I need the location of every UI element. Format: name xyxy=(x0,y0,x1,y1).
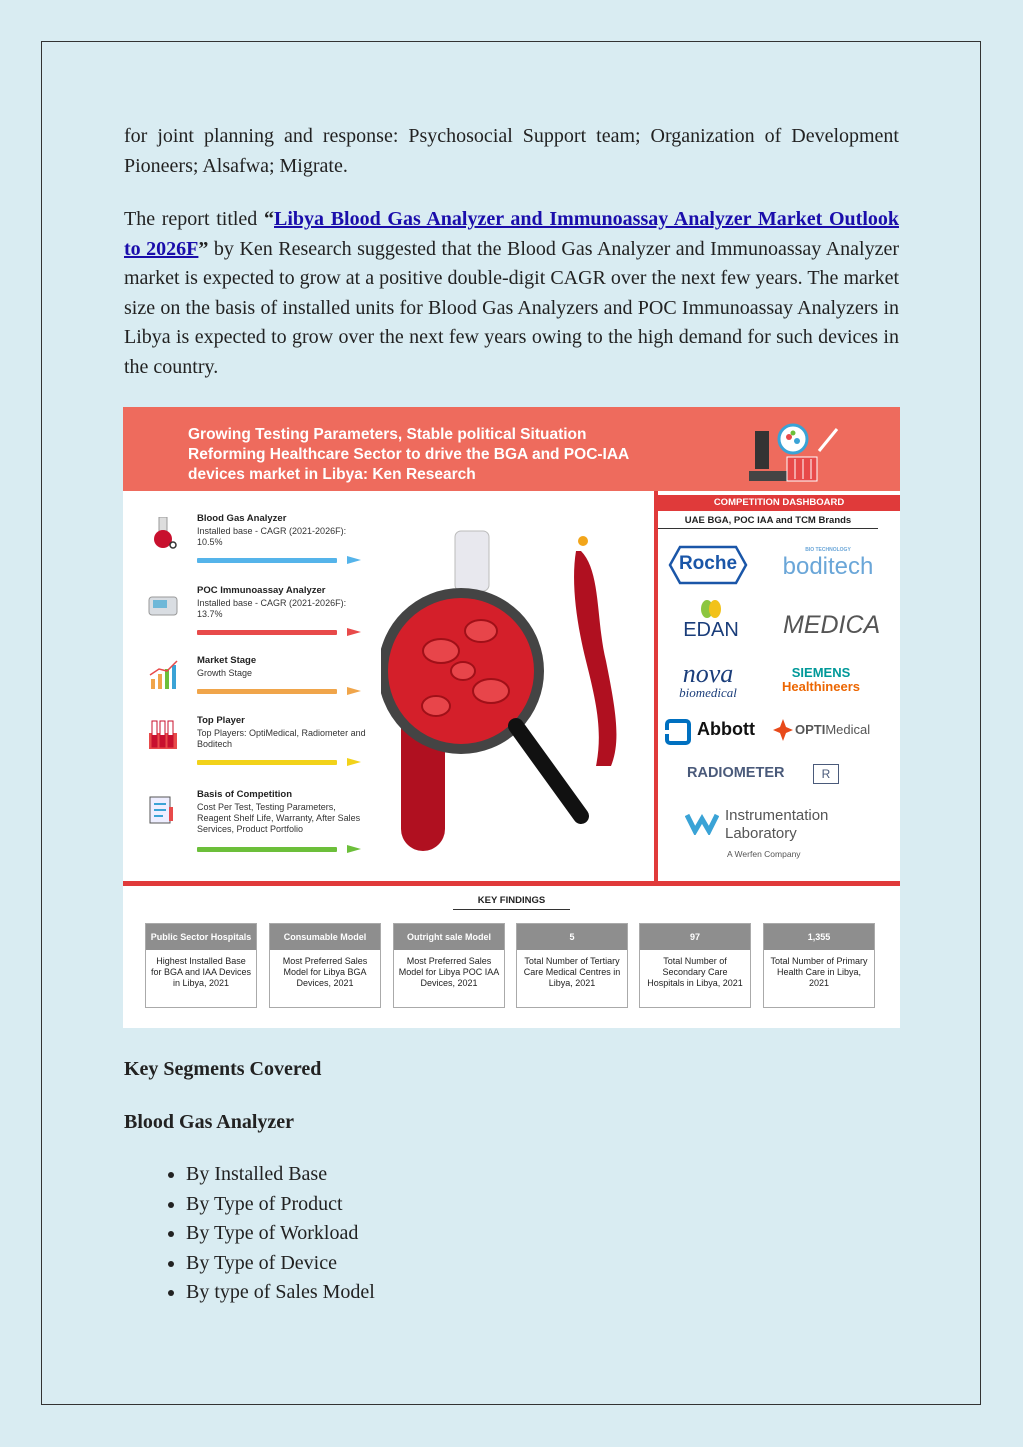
key-finding-card xyxy=(269,923,381,1008)
edan-text: EDAN xyxy=(683,619,739,641)
boditech-text: boditech xyxy=(782,553,874,580)
metric-bar xyxy=(197,689,337,694)
nova-subtext: biomedical xyxy=(679,685,737,700)
key-finding-card xyxy=(145,923,257,1008)
key-finding-body: Most Preferred Sales Model for Libya BGA Devices, 2021 xyxy=(282,956,368,988)
metric-arrow xyxy=(347,845,361,853)
key-finding-body: Total Number of Primary Health Care in Libya, 2021 xyxy=(770,956,868,988)
metric-bar xyxy=(197,847,337,852)
key-finding-card xyxy=(516,923,628,1008)
clipboard-icon xyxy=(147,793,179,825)
logo-abbott xyxy=(665,717,765,747)
close-quote: ” xyxy=(198,237,209,260)
opti-text xyxy=(795,722,870,737)
competition-subtitle: UAE BGA, POC IAA and TCM Brands xyxy=(658,515,878,529)
key-finding-body: Highest Installed Base for BGA and IAA Devices in Libya, 2021 xyxy=(150,956,252,988)
analyzer-device-icon xyxy=(147,589,179,621)
radiometer-text: RADIOMETER xyxy=(687,765,785,781)
logo-boditech xyxy=(773,547,883,583)
key-finding-head: 5 xyxy=(517,924,627,950)
key-finding-body: Most Preferred Sales Model for Libya POC IAA Devices, 2021 xyxy=(398,956,500,988)
list-item: • By Installed Base xyxy=(186,1160,375,1190)
infographic-title xyxy=(188,425,748,485)
abbott-mark-icon xyxy=(665,719,691,745)
nova-text: nova xyxy=(682,659,734,688)
report-prefix: The report titled xyxy=(124,208,264,230)
il-text-2: Laboratory xyxy=(725,825,797,842)
siemens-text: SIEMENS xyxy=(791,665,851,680)
key-finding-head: 1,355 xyxy=(764,924,874,950)
microscope-icon xyxy=(745,421,845,487)
opti-bold: OPTI xyxy=(795,722,826,737)
boditech-tag: BIO TECHNOLOGY xyxy=(805,547,851,553)
key-segments-heading: Key Segments Covered xyxy=(124,1058,322,1080)
bga-segment-list xyxy=(124,1160,375,1308)
key-finding-body: Total Number of Secondary Care Hospitals in Libya, 2021 xyxy=(647,956,743,988)
competition-dashboard-header: COMPETITION DASHBOARD xyxy=(658,495,900,511)
infographic-header xyxy=(123,407,900,491)
metric-bar xyxy=(197,558,337,563)
logo-edan xyxy=(671,597,751,643)
list-item: • By type of Sales Model xyxy=(186,1278,375,1308)
key-finding-card xyxy=(763,923,875,1008)
metric-title: Basis of Competition xyxy=(197,789,293,800)
metric-arrow xyxy=(347,556,361,564)
logo-optimedical xyxy=(773,719,883,743)
logo-roche xyxy=(668,545,748,585)
il-text-3: A Werfen Company xyxy=(727,849,801,859)
roche-text: Roche xyxy=(678,553,738,574)
key-finding-head: Outright sale Model xyxy=(394,924,504,950)
blood-drop-icon xyxy=(147,517,179,549)
metric-bar xyxy=(197,630,337,635)
metric-title: Market Stage xyxy=(197,655,257,666)
report-suffix: by Ken Research suggested that the Blood Gas Analyzer and Immunoassay Analyzer market is expected to grow at a positive double-digit CAGR over the next few years. The market size on the basis of installed units for Blood Gas Analyzers and POC Immunoassay Analyzers in Libya is expected to grow over the next few years owing to the high demand for such devices in the country. xyxy=(124,237,899,378)
key-finding-card xyxy=(639,923,751,1008)
opti-medical: Medical xyxy=(825,722,871,737)
key-finding-card xyxy=(393,923,505,1008)
logo-radiometer xyxy=(687,765,847,787)
logo-siemens xyxy=(761,665,881,695)
growth-chart-icon xyxy=(147,659,179,691)
report-paragraph xyxy=(124,205,899,382)
edan-leaf-icon xyxy=(699,597,723,619)
key-findings-title: KEY FINDINGS xyxy=(453,895,570,910)
radiometer-mark: R xyxy=(813,764,839,784)
open-quote: “ xyxy=(264,208,274,230)
test-tubes-icon xyxy=(147,719,179,751)
metric-arrow xyxy=(347,687,361,695)
logo-medica: MEDICA xyxy=(783,611,881,639)
metric-arrow xyxy=(347,758,361,766)
logo-nova xyxy=(668,661,748,701)
title-line-2: Reforming Healthcare Sector to drive the BGA and POC-IAA xyxy=(188,446,630,463)
metrics-column xyxy=(123,491,653,881)
infographic xyxy=(123,407,900,1028)
metric-title: Blood Gas Analyzer xyxy=(197,513,287,524)
report-title-link[interactable]: Libya Blood Gas Analyzer and Immunoassay Analyzer Market Outlook to 2026F xyxy=(124,208,899,260)
key-finding-head: Consumable Model xyxy=(270,924,380,950)
metric-desc: Installed base - CAGR (2021-2026F): 10.5% xyxy=(197,526,347,547)
intro-paragraph: for joint planning and response: Psychosocial Support team; Organization of Development Pioneers; Alsafwa; Migrate. xyxy=(124,125,899,177)
column-divider xyxy=(654,491,658,881)
key-finding-head: Public Sector Hospitals xyxy=(146,924,256,950)
metric-desc: Cost Per Test, Testing Parameters, Reagent Shelf Life, Warranty, After Sales Services, Product Portfolio xyxy=(197,802,361,834)
metric-arrow xyxy=(347,628,361,636)
metric-bar xyxy=(197,760,337,765)
list-item: • By Type of Device xyxy=(186,1249,375,1279)
opti-star-icon xyxy=(773,719,793,741)
key-finding-head: 97 xyxy=(640,924,750,950)
metric-title: Top Player xyxy=(197,715,245,726)
title-line-1: Growing Testing Parameters, Stable political Situation xyxy=(188,426,587,443)
section-divider xyxy=(123,881,900,886)
metric-desc: Growth Stage xyxy=(197,668,253,678)
healthineers-text: Healthineers xyxy=(781,679,861,694)
list-item: • By Type of Product xyxy=(186,1190,375,1220)
title-line-3: devices market in Libya: Ken Research xyxy=(188,466,476,483)
metric-title: POC Immunoassay Analyzer xyxy=(197,585,326,596)
bga-heading: Blood Gas Analyzer xyxy=(124,1111,295,1133)
metric-desc: Top Players: OptiMedical, Radiometer and Boditech xyxy=(197,728,366,749)
abbott-text: Abbott xyxy=(697,719,755,739)
logo-instrumentation-laboratory xyxy=(685,807,845,867)
list-item: • By Type of Workload xyxy=(186,1219,375,1249)
metric-desc: Installed base - CAGR (2021-2026F): 13.7% xyxy=(197,598,347,619)
il-wave-icon xyxy=(685,811,719,835)
key-finding-body: Total Number of Tertiary Care Medical Centres in Libya, 2021 xyxy=(523,956,621,988)
magnifier-blood-illustration xyxy=(381,511,651,881)
il-text-1: Instrumentation xyxy=(725,807,829,824)
